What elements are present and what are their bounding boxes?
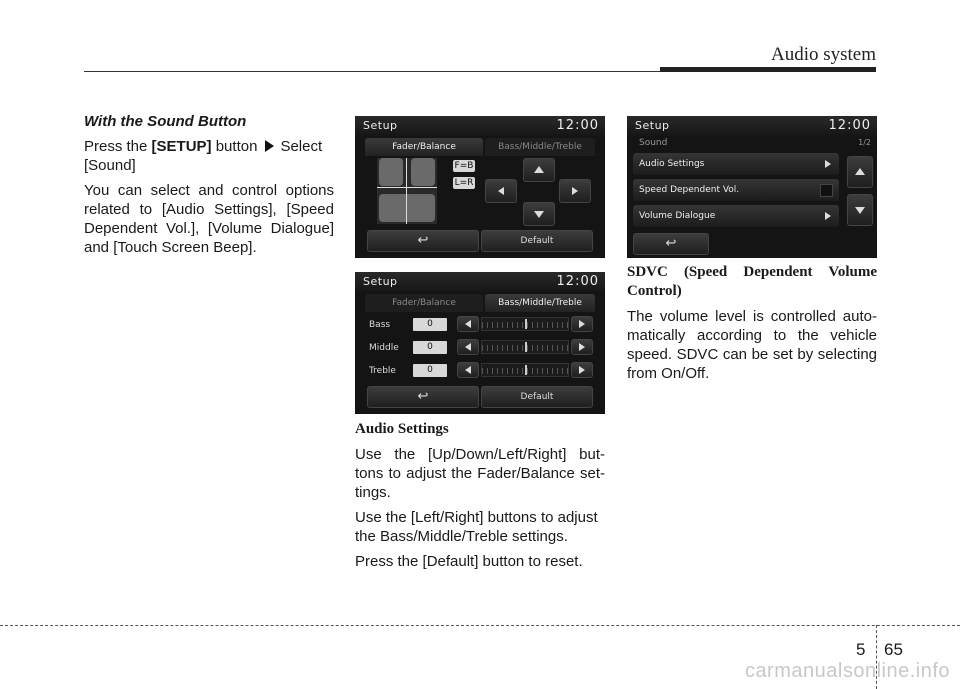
- arrow-right-icon: [572, 187, 578, 195]
- page-header-title: Audio system: [770, 44, 876, 65]
- audio-settings-p1: Use the [Up/Down/Left/Right] but- tons to adjust the Fader/Balance set- tings.: [355, 446, 605, 501]
- watermark: carmanualsonline.info: [744, 660, 950, 682]
- bass-value: 0: [413, 318, 447, 331]
- instruction-paragraph: Press the [SETUP] button Select [Sound]: [84, 138, 323, 174]
- middle-left-button[interactable]: [457, 339, 479, 355]
- seat-diagram: [377, 158, 437, 224]
- arrow-right-icon: [579, 320, 585, 328]
- arrow-down-icon: [534, 211, 544, 218]
- page-indicator: 1/2: [858, 138, 871, 147]
- bass-label: Bass: [369, 320, 391, 330]
- screen-subtitle: Sound: [639, 138, 668, 148]
- treble-label: Treble: [369, 366, 396, 376]
- arrow-left-icon: [465, 366, 471, 374]
- column-3: [627, 263, 877, 389]
- treble-slider-knob[interactable]: [525, 365, 527, 375]
- default-button[interactable]: Default: [481, 230, 593, 252]
- middle-right-button[interactable]: [571, 339, 593, 355]
- back-icon: ↩: [665, 236, 677, 251]
- balance-crosshair-horizontal: [377, 187, 437, 188]
- bass-slider[interactable]: [481, 317, 569, 331]
- middle-value: 0: [413, 341, 447, 354]
- screen-title: Setup: [363, 275, 398, 288]
- options-paragraph: You can select and control options related to [Audio Settings], [Speed Dependent Vol.], [Volume Dialogue] and [Touch Screen Beep].: [84, 182, 334, 256]
- treble-slider[interactable]: [481, 363, 569, 377]
- bass-middle-treble-screen: [355, 272, 605, 414]
- back-icon: ↩: [417, 389, 429, 404]
- balance-crosshair-vertical: [406, 158, 407, 224]
- setup-button-ref: [SETUP]: [151, 138, 212, 155]
- audio-settings-heading: Audio Settings: [355, 421, 449, 437]
- bass-slider-knob[interactable]: [525, 319, 527, 329]
- fader-value-tag: F=B: [454, 161, 474, 171]
- tab-bass-middle-treble[interactable]: Bass/Middle/Treble: [485, 138, 595, 156]
- arrow-left-icon: [465, 343, 471, 351]
- fader-up-button[interactable]: [523, 158, 555, 182]
- arrow-right-icon: [825, 160, 831, 168]
- list-item-speed-dependent-vol[interactable]: Speed Dependent Vol.: [633, 179, 839, 201]
- tab-bass-middle-treble[interactable]: Bass/Middle/Treble: [485, 294, 595, 312]
- checkbox[interactable]: [820, 184, 833, 197]
- back-button[interactable]: [367, 230, 479, 252]
- fader-balance-screen: [355, 116, 605, 258]
- section-subhead: With the Sound Button: [84, 113, 247, 130]
- middle-slider-knob[interactable]: [525, 342, 527, 352]
- treble-left-button[interactable]: [457, 362, 479, 378]
- column-2: [355, 420, 605, 577]
- fader-down-button[interactable]: [523, 202, 555, 226]
- default-button[interactable]: Default: [481, 386, 593, 408]
- header-rule-thick: [660, 67, 876, 72]
- footer-divider: [0, 625, 960, 626]
- play-arrow-icon: [265, 140, 274, 152]
- header-rule-thin: [84, 71, 660, 72]
- arrow-left-icon: [465, 320, 471, 328]
- middle-label: Middle: [369, 343, 399, 353]
- screen-titlebar: [355, 116, 605, 136]
- balance-right-button[interactable]: [559, 179, 591, 203]
- screen-title: Setup: [635, 119, 670, 132]
- arrow-right-icon: [579, 343, 585, 351]
- page-number: 65: [884, 640, 903, 659]
- bass-left-button[interactable]: [457, 316, 479, 332]
- tab-fader-balance[interactable]: Fader/Balance: [365, 138, 483, 156]
- tab-fader-balance[interactable]: Fader/Balance: [365, 294, 483, 312]
- arrow-up-icon: [534, 166, 544, 173]
- back-button[interactable]: [367, 386, 479, 408]
- sound-settings-screen: [627, 116, 877, 258]
- screen-clock: 12:00: [556, 274, 599, 289]
- treble-value: 0: [413, 364, 447, 377]
- audio-settings-p2: Use the [Left/Right] buttons to adjust the Bass/Middle/Treble settings.: [355, 509, 598, 545]
- back-button[interactable]: [633, 233, 709, 255]
- arrow-down-icon: [855, 207, 865, 214]
- screen-title: Setup: [363, 119, 398, 132]
- sdvc-paragraph: The volume level is controlled auto- matically according to the vehicle speed. SDVC can be set by selecting from On/Off.: [627, 308, 877, 382]
- list-item-volume-dialogue[interactable]: Volume Dialogue: [633, 205, 839, 227]
- column-1: [84, 112, 334, 263]
- seat-icon: [379, 158, 403, 186]
- back-icon: ↩: [417, 233, 429, 248]
- scroll-down-button[interactable]: [847, 194, 873, 226]
- chapter-number: 5: [856, 640, 866, 659]
- bass-right-button[interactable]: [571, 316, 593, 332]
- screen-titlebar: [627, 116, 877, 136]
- arrow-right-icon: [579, 366, 585, 374]
- screen-clock: 12:00: [828, 118, 871, 133]
- sdvc-heading: SDVC (Speed Dependent Volume Control): [627, 264, 877, 299]
- audio-settings-p3: Press the [Default] button to reset.: [355, 553, 583, 570]
- scroll-up-button[interactable]: [847, 156, 873, 188]
- balance-value-tag: L=R: [454, 178, 474, 188]
- seat-icon: [379, 194, 435, 222]
- screen-titlebar: [355, 272, 605, 292]
- arrow-left-icon: [498, 187, 504, 195]
- arrow-up-icon: [855, 168, 865, 175]
- screen-clock: 12:00: [556, 118, 599, 133]
- list-item-audio-settings[interactable]: Audio Settings: [633, 153, 839, 175]
- balance-left-button[interactable]: [485, 179, 517, 203]
- middle-slider[interactable]: [481, 340, 569, 354]
- arrow-right-icon: [825, 212, 831, 220]
- seat-icon: [411, 158, 435, 186]
- treble-right-button[interactable]: [571, 362, 593, 378]
